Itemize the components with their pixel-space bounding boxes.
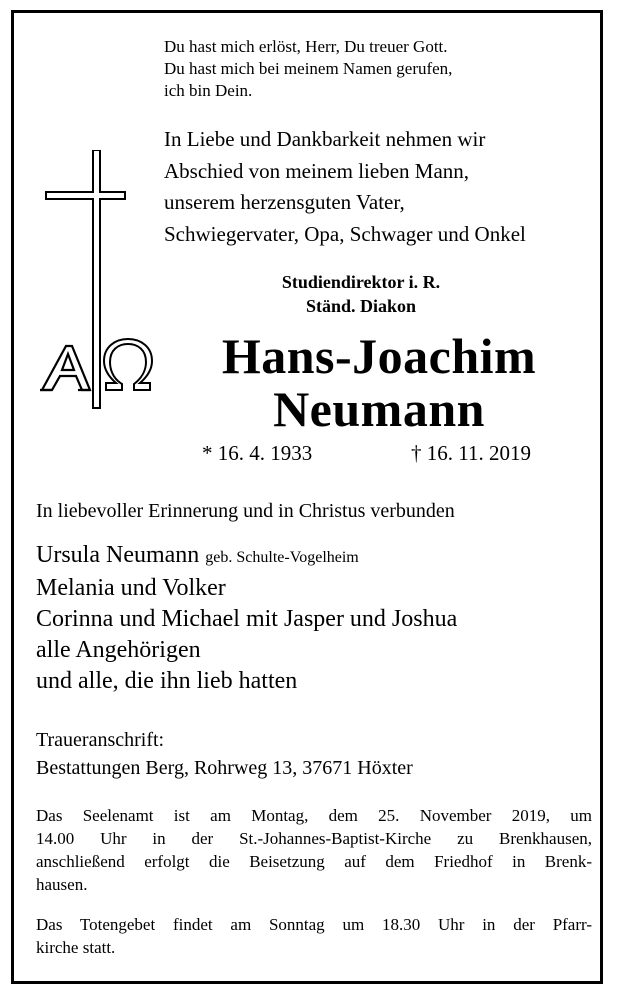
mourner-line: Corinna und Michael mit Jasper und Joshua (36, 606, 458, 632)
deceased-name (160, 330, 598, 436)
service-line: anschließend erfolgt die Beisetzung auf dem Friedhof in Brenk- (36, 852, 592, 871)
verse-line: Du hast mich bei meinem Namen gerufen, (164, 59, 453, 78)
verse-line: ich bin Dein. (164, 81, 253, 100)
address-label: Traueranschrift: (36, 729, 165, 751)
mourner-line: und alle, die ihn lieb hatten (36, 668, 298, 694)
maiden-name-note: geb. Schulte-Vogelheim (205, 549, 359, 566)
first-name: Hans-Joachim (221, 328, 537, 384)
intro-line: Schwiegervater, Opa, Schwager und Onkel (164, 221, 526, 246)
mourner-line: Melania und Volker (36, 575, 226, 601)
last-name: Neumann (273, 381, 485, 437)
address-value: Bestattungen Berg, Rohrweg 13, 37671 Höxter (36, 757, 413, 779)
condolence-address (36, 726, 413, 782)
prayer-line: Das Totengebet findet am Sonntag um 18.30 Uhr in der Pfarr- (36, 915, 592, 934)
intro-line: In Liebe und Dankbarkeit nehmen wir (164, 127, 486, 151)
intro-line: unserem herzensguten Vater, (164, 190, 405, 214)
service-line: Das Seelenamt ist am Montag, dem 25. November 2019, um (36, 806, 592, 825)
memory-line: In liebevoller Erinnerung und in Christus verbunden (36, 500, 455, 522)
mourner-line: alle Angehörigen (36, 637, 201, 663)
farewell-text (164, 124, 526, 250)
service-line: 14.00 Uhr in der St.-Johannes-Baptist-Kirche zu Brenkhausen, (36, 829, 592, 848)
verse-line: Du hast mich erlöst, Herr, Du treuer Gott. (164, 37, 448, 56)
deceased-titles (232, 270, 490, 318)
service-line: hausen. (36, 875, 88, 894)
title-line: Ständ. Diakon (305, 296, 417, 316)
title-line: Studiendirektor i. R. (281, 272, 441, 292)
mourner-name: Ursula Neumann (36, 542, 200, 568)
mourner-wife (36, 540, 457, 573)
prayer-info (36, 913, 592, 959)
cross-alpha-omega-icon (40, 150, 160, 410)
prayer-line: kirche statt. (36, 938, 116, 957)
death-date: † 16. 11. 2019 (411, 441, 531, 465)
bible-verse (164, 36, 452, 102)
mourners-list (36, 540, 457, 697)
intro-line: Abschied von meinem lieben Mann, (164, 158, 470, 183)
birth-date: * 16. 4. 1933 (202, 441, 313, 465)
service-info (36, 804, 592, 896)
